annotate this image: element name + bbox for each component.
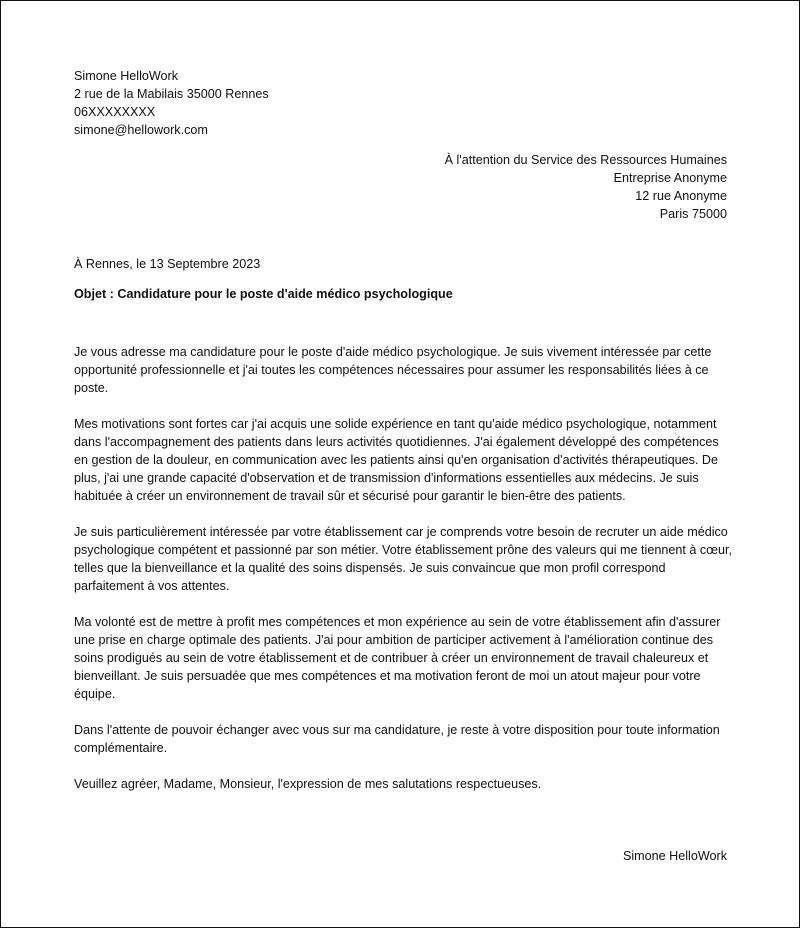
recipient-company: Entreprise Anonyme: [613, 171, 727, 185]
recipient-attention: À l'attention du Service des Ressources Humaines: [444, 153, 727, 167]
letter-subject: Objet : Candidature pour le poste d'aide médico psychologique: [74, 287, 453, 301]
sender-address: 2 rue de la Mabilais 35000 Rennes: [74, 87, 269, 101]
recipient-city: Paris 75000: [659, 207, 727, 221]
letter-body: [74, 343, 734, 811]
closing-paragraph: Veuillez agréer, Madame, Monsieur, l'expression de mes salutations respectueuses.: [74, 777, 542, 791]
body-paragraph: Dans l'attente de pouvoir échanger avec vous sur ma candidature, je reste à votre disposition pour toute information complémentaire.: [74, 723, 720, 755]
body-paragraph: Ma volonté est de mettre à profit mes compétences et mon expérience au sein de votre établissement afin d'assurer une prise en charge optimale des patients. J'ai pour ambition de participer activement à l'amélioration continue des soins prodigués au sein de votre établissement et de contribuer à créer un environnement de travail chaleureux et bienveillant. Je suis persuadée que mes compétences et ma motivation feront de moi un atout majeur pour votre équipe.: [74, 615, 721, 701]
sender-email: simone@hellowork.com: [74, 123, 208, 137]
signature: Simone HelloWork: [622, 849, 727, 863]
body-paragraph: Mes motivations sont fortes car j'ai acquis une solide expérience en tant qu'aide médico psychologique, notamment dans l'accompagnement des patients dans leurs activités quotidiennes. J'ai également développé des compétences en gestion de la douleur, en communication avec les patients ainsi qu'en organisation d'activités thérapeutiques. De plus, j'ai une grande capacité d'observation et de transmission d'informations essentielles aux médecins. Je suis habituée à créer un environnement de travail sûr et sécurisé pour garantir le bien-être des patients.: [74, 417, 719, 503]
sender-block: [74, 67, 474, 139]
sender-phone: 06XXXXXXXX: [74, 105, 156, 119]
sender-name: Simone HelloWork: [74, 69, 179, 83]
body-paragraph: Je suis particulièrement intéressée par votre établissement car je comprends votre besoin de recruter un aide médico psychologique compétent et passionné par son métier. Votre établissement prône des valeurs qui me tiennent à cœur, telles que la bienveillance et la qualité des soins dispensés. Je suis convaincue que mon profil correspond parfaitement à vos attentes.: [74, 525, 733, 593]
recipient-street: 12 rue Anonyme: [635, 189, 727, 203]
recipient-block: [307, 151, 727, 223]
body-paragraph: Je vous adresse ma candidature pour le poste d'aide médico psychologique. Je suis vivement intéressée par cette opportunité professionnelle et j'ai toutes les compétences nécessaires pour assumer les responsabilités liées à ce poste.: [74, 345, 712, 395]
letter-date: À Rennes, le 13 Septembre 2023: [74, 257, 261, 271]
